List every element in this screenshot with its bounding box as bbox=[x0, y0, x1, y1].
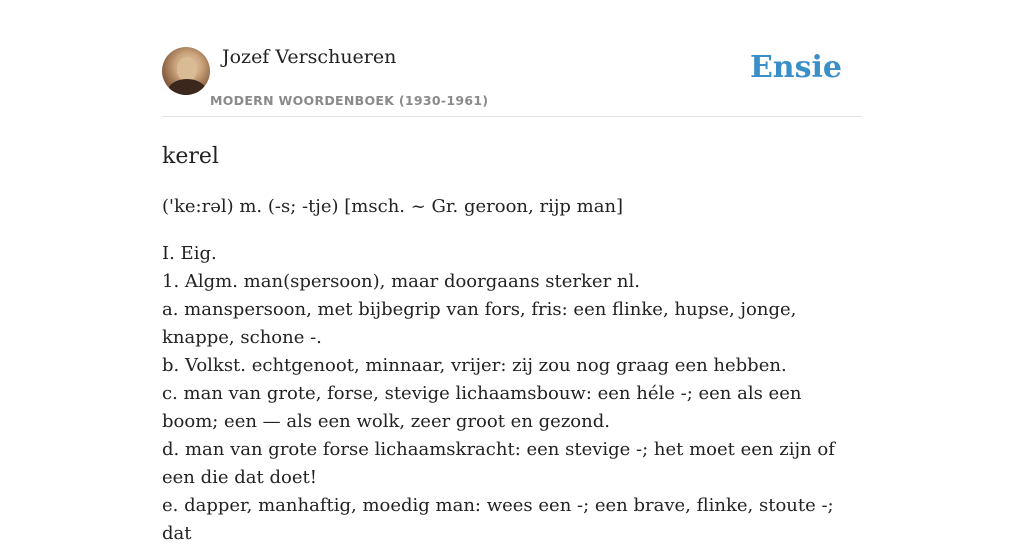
definition-line: b. Volkst. echtgenoot, minnaar, vrijer: zij zou nog graag een hebben. bbox=[162, 355, 787, 376]
avatar-body bbox=[168, 79, 206, 95]
avatar-face bbox=[177, 57, 197, 81]
definition-line: c. man van grote, forse, stevige lichaamsbouw: een héle -; een als een boom; een — als een wolk, zeer groot en gezond. bbox=[162, 383, 802, 432]
definition-line: d. man van grote forse lichaamskracht: een stevige -; het moet een zijn of een die dat doet! bbox=[162, 439, 835, 488]
entry-title: kerel bbox=[162, 144, 219, 169]
author-avatar[interactable] bbox=[162, 47, 210, 95]
page bbox=[162, 0, 862, 548]
brand-logo[interactable]: Ensie bbox=[749, 50, 842, 85]
entry-definition bbox=[162, 240, 862, 548]
definition-line: a. manspersoon, met bijbegrip van fors, fris: een flinke, hupse, jonge, knappe, schone -. bbox=[162, 299, 797, 348]
definition-line: e. dapper, manhaftig, moedig man: wees een -; een brave, flinke, stoute -; dat bbox=[162, 495, 834, 544]
author-name[interactable]: Jozef Verschueren bbox=[222, 46, 397, 68]
definition-line: 1. Algm. man(spersoon), maar doorgaans sterker nl. bbox=[162, 271, 640, 292]
definition-line: I. Eig. bbox=[162, 243, 217, 264]
author-header bbox=[162, 0, 862, 117]
entry-pronunciation: ('ke:rəl) m. (-s; -tje) [msch. ~ Gr. geroon, rijp man] bbox=[162, 196, 624, 217]
source-label[interactable]: MODERN WOORDENBOEK (1930-1961) bbox=[210, 93, 489, 108]
